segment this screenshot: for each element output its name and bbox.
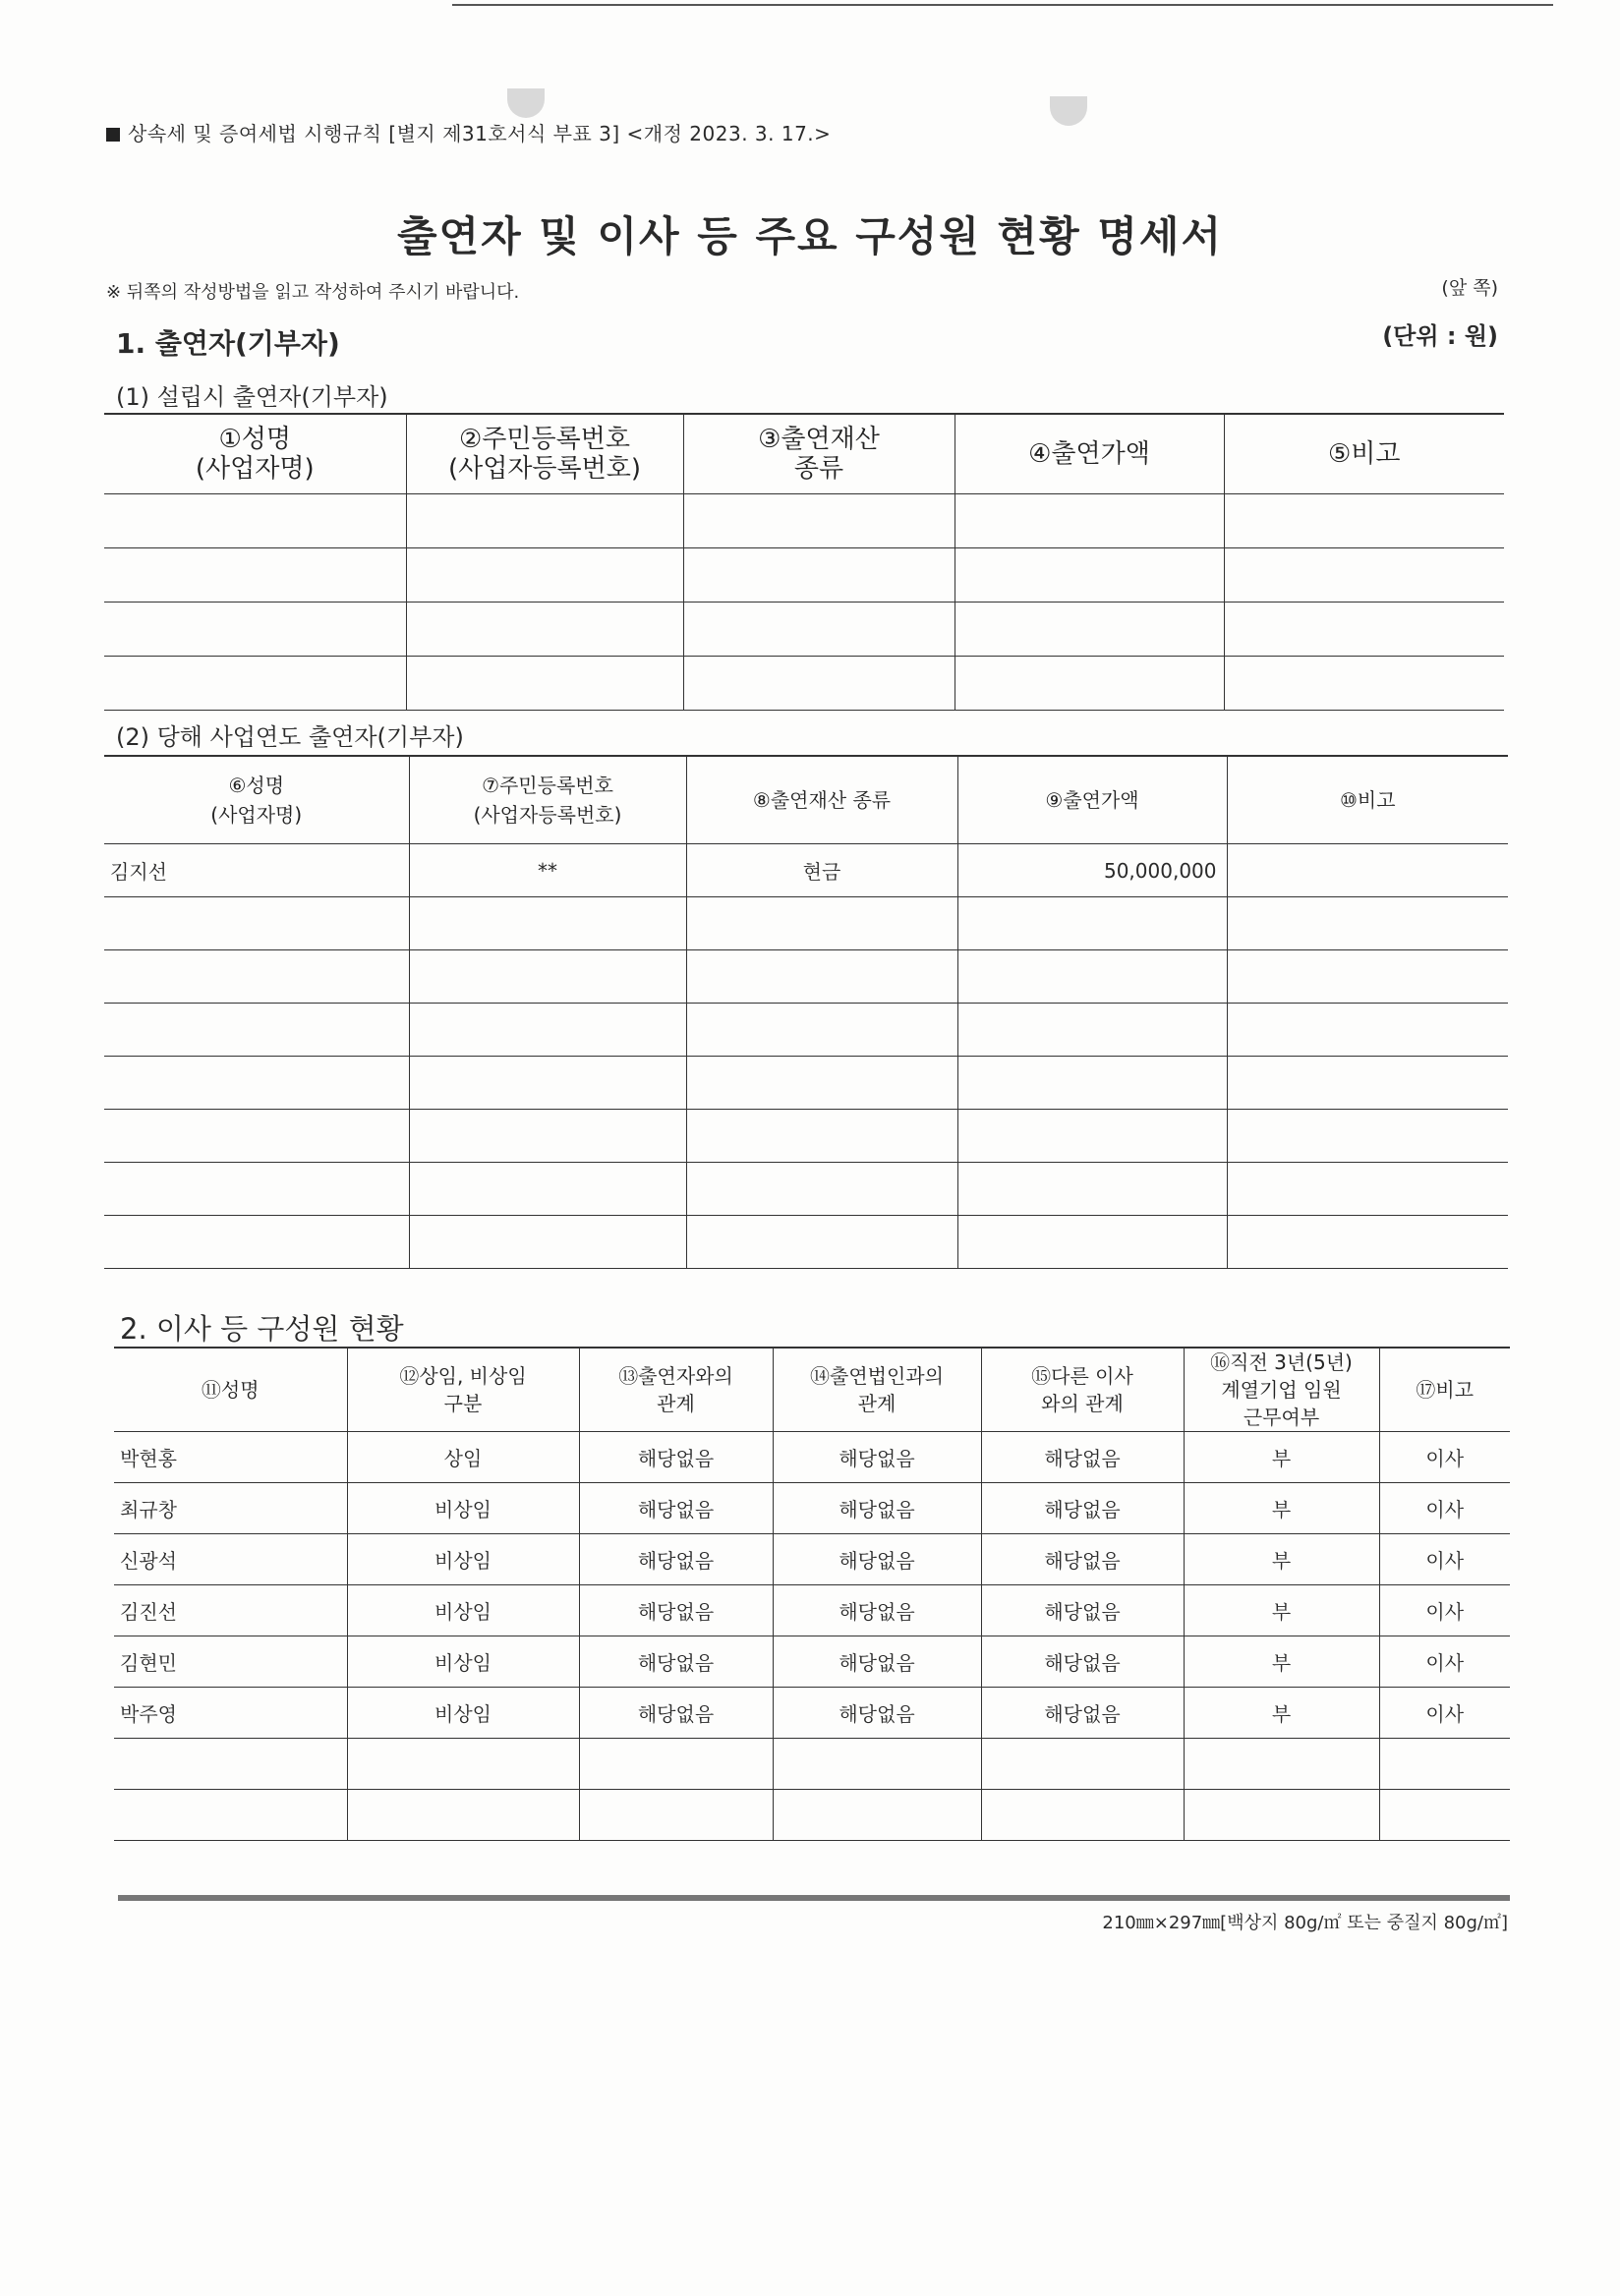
column-header: ⑪성명 (114, 1348, 347, 1432)
table-cell: 해당없음 (773, 1432, 981, 1483)
header-row (104, 414, 1504, 494)
table-cell: 부 (1184, 1585, 1379, 1636)
table-cell: 해당없음 (981, 1432, 1184, 1483)
table-cell (1224, 548, 1504, 603)
table-cell: 해당없음 (981, 1636, 1184, 1688)
table-cell (104, 1110, 409, 1163)
table-row (104, 1110, 1508, 1163)
table-cell (409, 1110, 686, 1163)
table-cell (104, 494, 406, 548)
table-row (104, 1004, 1508, 1057)
table-cell (1184, 1790, 1379, 1841)
bottom-rule (118, 1895, 1510, 1901)
table-cell: 이사 (1379, 1585, 1510, 1636)
table-cell (104, 950, 409, 1004)
table-cell (686, 897, 957, 950)
table-cell (409, 950, 686, 1004)
table-row (114, 1585, 1510, 1636)
table-cell (406, 657, 683, 711)
square-bullet-icon (106, 128, 120, 142)
column-header: ⑥성명 (사업자명) (104, 756, 409, 844)
table-cell: 부 (1184, 1534, 1379, 1585)
table-cell: 해당없음 (981, 1534, 1184, 1585)
table-cell (955, 548, 1224, 603)
table-row (104, 548, 1504, 603)
column-header: ②주민등록번호 (사업자등록번호) (406, 414, 683, 494)
table-row (104, 897, 1508, 950)
table-cell: 이사 (1379, 1688, 1510, 1739)
table-cell (955, 657, 1224, 711)
table-cell (686, 950, 957, 1004)
table-cell (406, 548, 683, 603)
table-cell: 비상임 (347, 1585, 579, 1636)
table-cell: 해당없음 (773, 1585, 981, 1636)
table-row (104, 603, 1504, 657)
table-cell (104, 1216, 409, 1269)
table-cell (406, 603, 683, 657)
table-cell (406, 494, 683, 548)
table-row (114, 1790, 1510, 1841)
scan-edge-line (452, 4, 1553, 6)
table-cell (1224, 494, 1504, 548)
column-header: ⑩비고 (1227, 756, 1508, 844)
table-row (114, 1483, 1510, 1534)
board-members-table (114, 1347, 1510, 1841)
table-cell (686, 1216, 957, 1269)
table-cell (957, 897, 1227, 950)
table-row (104, 1216, 1508, 1269)
table-row (104, 494, 1504, 548)
table-cell (1184, 1739, 1379, 1790)
sub1-title: (1) 설립시 출연자(기부자) (116, 383, 388, 411)
table-cell (1224, 603, 1504, 657)
table-cell (1227, 1163, 1508, 1216)
table-cell (981, 1790, 1184, 1841)
table-cell (686, 1057, 957, 1110)
table-cell: 해당없음 (981, 1688, 1184, 1739)
table-row (114, 1432, 1510, 1483)
table-cell (686, 1004, 957, 1057)
table-cell: 현금 (686, 844, 957, 897)
table-cell: 해당없음 (579, 1534, 773, 1585)
form-title: 출연자 및 이사 등 주요 구성원 현황 명세서 (396, 212, 1224, 260)
table-cell (409, 1216, 686, 1269)
current-year-donors-table (104, 755, 1508, 1269)
table-cell (104, 1004, 409, 1057)
table-cell (347, 1739, 579, 1790)
table-cell (686, 1110, 957, 1163)
table-cell: 해당없음 (773, 1636, 981, 1688)
table-cell (409, 1004, 686, 1057)
column-header: ⑬출연자와의 관계 (579, 1348, 773, 1432)
table-cell (1227, 1004, 1508, 1057)
table-cell: 부 (1184, 1483, 1379, 1534)
table-cell: 박현홍 (114, 1432, 347, 1483)
header-row (114, 1348, 1510, 1432)
table-cell (409, 1057, 686, 1110)
table-cell (683, 548, 955, 603)
table-cell (686, 1163, 957, 1216)
table-row (114, 1636, 1510, 1688)
table-cell: 해당없음 (579, 1585, 773, 1636)
table-row (104, 844, 1508, 897)
table-cell (957, 1004, 1227, 1057)
table-cell (1227, 844, 1508, 897)
table-cell: 부 (1184, 1636, 1379, 1688)
table-cell (957, 1163, 1227, 1216)
table-cell: 해당없음 (773, 1688, 981, 1739)
column-header: ⑮다른 이사 와의 관계 (981, 1348, 1184, 1432)
column-header: ①성명 (사업자명) (104, 414, 406, 494)
table-cell (1379, 1790, 1510, 1841)
table-cell: 상임 (347, 1432, 579, 1483)
table-cell: 해당없음 (579, 1636, 773, 1688)
table-cell (409, 897, 686, 950)
punch-hole-left (507, 88, 545, 118)
table-cell (773, 1790, 981, 1841)
table-cell: 이사 (1379, 1534, 1510, 1585)
table-cell: 비상임 (347, 1636, 579, 1688)
table-row (114, 1534, 1510, 1585)
table-cell (955, 603, 1224, 657)
table-cell (579, 1790, 773, 1841)
table-cell: 해당없음 (579, 1688, 773, 1739)
table-cell: 해당없음 (773, 1483, 981, 1534)
table-row (104, 1057, 1508, 1110)
table-cell: 50,000,000 (957, 844, 1227, 897)
table-cell: 이사 (1379, 1432, 1510, 1483)
table-cell: 해당없음 (981, 1585, 1184, 1636)
column-header: ⑭출연법인과의 관계 (773, 1348, 981, 1432)
table-cell: 김진선 (114, 1585, 347, 1636)
table-cell (104, 603, 406, 657)
law-reference-text: 상속세 및 증여세법 시행규칙 [별지 제31호서식 부표 3] <개정 2023. 3. 17.> (128, 122, 832, 145)
page-side-label: (앞 쪽) (1441, 277, 1498, 299)
table-cell (104, 1057, 409, 1110)
table-cell: 부 (1184, 1688, 1379, 1739)
column-header: ⑨출연가액 (957, 756, 1227, 844)
table-cell (955, 494, 1224, 548)
table-cell (579, 1739, 773, 1790)
table-cell: 비상임 (347, 1688, 579, 1739)
table-cell: 해당없음 (579, 1483, 773, 1534)
table-cell: 박주영 (114, 1688, 347, 1739)
table-cell: ** (409, 844, 686, 897)
table-cell: 비상임 (347, 1534, 579, 1585)
column-header: ⑫상임, 비상임 구분 (347, 1348, 579, 1432)
column-header: ④출연가액 (955, 414, 1224, 494)
table-cell (114, 1739, 347, 1790)
table-cell (347, 1790, 579, 1841)
table-cell: 김지선 (104, 844, 409, 897)
law-reference (106, 118, 831, 146)
table-row (114, 1688, 1510, 1739)
table-cell (1227, 1110, 1508, 1163)
table-cell: 해당없음 (579, 1432, 773, 1483)
table-row (104, 1163, 1508, 1216)
table-cell (957, 950, 1227, 1004)
table-cell (114, 1790, 347, 1841)
table-cell (683, 603, 955, 657)
column-header: ⑤비고 (1224, 414, 1504, 494)
table-cell: 김현민 (114, 1636, 347, 1688)
header-row (104, 756, 1508, 844)
column-header: ⑯직전 3년(5년) 계열기업 임원 근무여부 (1184, 1348, 1379, 1432)
column-header: ⑦주민등록번호 (사업자등록번호) (409, 756, 686, 844)
paper-spec: 210㎜×297㎜[백상지 80g/㎡ 또는 중질지 80g/㎡] (1102, 1913, 1508, 1933)
table-cell: 부 (1184, 1432, 1379, 1483)
table-cell (683, 657, 955, 711)
table-cell: 최규창 (114, 1483, 347, 1534)
table-cell (957, 1216, 1227, 1269)
table-cell: 해당없음 (981, 1483, 1184, 1534)
table-cell (1227, 897, 1508, 950)
table-cell: 신광석 (114, 1534, 347, 1585)
table-row (104, 657, 1504, 711)
table-cell (683, 494, 955, 548)
section2-title: 2. 이사 등 구성원 현황 (120, 1312, 404, 1346)
table-cell (1379, 1739, 1510, 1790)
table-cell (104, 897, 409, 950)
punch-hole-right (1050, 96, 1087, 126)
column-header: ⑰비고 (1379, 1348, 1510, 1432)
table-cell (1227, 1057, 1508, 1110)
table-cell: 이사 (1379, 1636, 1510, 1688)
table-cell (409, 1163, 686, 1216)
table-row (114, 1739, 1510, 1790)
founding-donors-table (104, 413, 1504, 711)
section1-title: 1. 출연자(기부자) (116, 327, 340, 360)
table-cell (104, 548, 406, 603)
table-cell (1224, 657, 1504, 711)
sub2-title: (2) 당해 사업연도 출연자(기부자) (116, 723, 464, 751)
table-cell: 해당없음 (773, 1534, 981, 1585)
table-cell (957, 1057, 1227, 1110)
table-cell: 이사 (1379, 1483, 1510, 1534)
table-cell (1227, 950, 1508, 1004)
table-cell (773, 1739, 981, 1790)
table-cell (1227, 1216, 1508, 1269)
table-cell (981, 1739, 1184, 1790)
instruction-note: ※ 뒤쪽의 작성방법을 읽고 작성하여 주시기 바랍니다. (106, 282, 520, 303)
table-cell (104, 1163, 409, 1216)
table-cell: 비상임 (347, 1483, 579, 1534)
column-header: ③출연재산 종류 (683, 414, 955, 494)
unit-label: (단위 : 원) (1382, 322, 1498, 350)
column-header: ⑧출연재산 종류 (686, 756, 957, 844)
table-cell (104, 657, 406, 711)
table-row (104, 950, 1508, 1004)
table-cell (957, 1110, 1227, 1163)
